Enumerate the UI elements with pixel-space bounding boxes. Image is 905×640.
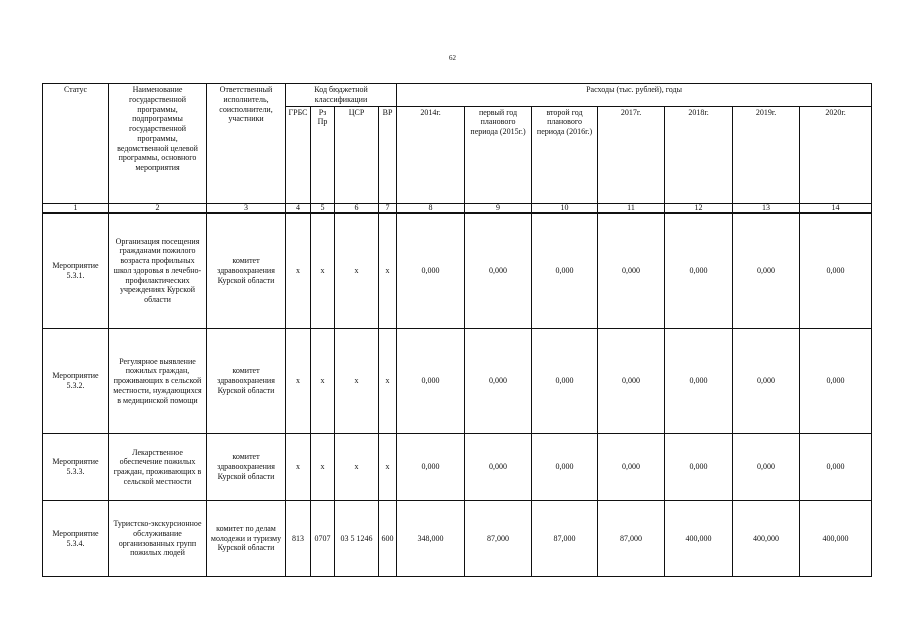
header-expenses-group: Расходы (тыс. рублей), годы (397, 84, 872, 107)
column-number: 13 (733, 203, 800, 213)
column-number: 4 (286, 203, 311, 213)
header-responsible: Ответственный исполнитель, соисполнители, участники (207, 84, 286, 204)
row-value-2018: 0,000 (665, 434, 733, 501)
header-year-2017: 2017г. (598, 106, 665, 203)
row-value-2014: 348,000 (397, 501, 465, 577)
row-rzpr: х (311, 213, 335, 329)
row-name: Лекарственное обеспечение пожилых граждан, проживающих в сельской местности (109, 434, 207, 501)
row-name: Туристско-экскурсионное обслуживание организованных групп пожилых людей (109, 501, 207, 577)
row-grbs: х (286, 329, 311, 434)
row-value-2014: 0,000 (397, 329, 465, 434)
row-value-2018: 0,000 (665, 329, 733, 434)
row-csr: х (335, 213, 379, 329)
column-number: 6 (335, 203, 379, 213)
row-status: Мероприятие 5.3.1. (43, 213, 109, 329)
header-vr: ВР (379, 106, 397, 203)
table-row (43, 329, 872, 434)
column-number: 8 (397, 203, 465, 213)
row-rzpr: х (311, 434, 335, 501)
row-responsible: комитет здравоохранения Курской области (207, 329, 286, 434)
row-status: Мероприятие 5.3.3. (43, 434, 109, 501)
row-value-2017: 0,000 (598, 213, 665, 329)
table-row (43, 501, 872, 577)
column-number: 2 (109, 203, 207, 213)
column-number-row (43, 203, 872, 213)
header-name: Наименование государственной программы, подпрограммы государственной программы, ведомственной целевой программы, основного мероприятия (109, 84, 207, 204)
row-value-2016: 0,000 (532, 434, 598, 501)
row-responsible: комитет по делам молодежи и туризму Курской области (207, 501, 286, 577)
row-value-2015: 0,000 (465, 213, 532, 329)
row-value-2018: 400,000 (665, 501, 733, 577)
page-number: 62 (449, 54, 456, 62)
header-year-2019: 2019г. (733, 106, 800, 203)
column-number: 14 (800, 203, 872, 213)
row-rzpr: х (311, 329, 335, 434)
row-value-2016: 87,000 (532, 501, 598, 577)
row-name: Регулярное выявление пожилых граждан, проживающих в сельской местности, нуждающихся в медицинской помощи (109, 329, 207, 434)
row-value-2020: 0,000 (800, 434, 872, 501)
row-status: Мероприятие 5.3.4. (43, 501, 109, 577)
header-code-group: Код бюджетной классификации (286, 84, 397, 107)
header-year-2016: второй год планового периода (2016г.) (532, 106, 598, 203)
header-rzpr: Рз Пр (311, 106, 335, 203)
row-value-2019: 0,000 (733, 329, 800, 434)
table-row (43, 434, 872, 501)
row-vr: 600 (379, 501, 397, 577)
row-value-2015: 87,000 (465, 501, 532, 577)
row-grbs: 813 (286, 501, 311, 577)
row-value-2016: 0,000 (532, 329, 598, 434)
header-year-2014: 2014г. (397, 106, 465, 203)
row-value-2014: 0,000 (397, 213, 465, 329)
row-value-2017: 0,000 (598, 434, 665, 501)
header-year-2015: первый год планового периода (2015г.) (465, 106, 532, 203)
row-value-2016: 0,000 (532, 213, 598, 329)
row-name: Организация посещения гражданами пожилого возраста профильных школ здоровья в лечебно-профилактических учреждениях Курской области (109, 213, 207, 329)
header-status: Статус (43, 84, 109, 204)
row-value-2015: 0,000 (465, 329, 532, 434)
table-row (43, 213, 872, 329)
row-csr: х (335, 329, 379, 434)
column-number: 7 (379, 203, 397, 213)
row-grbs: х (286, 434, 311, 501)
header-year-2018: 2018г. (665, 106, 733, 203)
row-value-2018: 0,000 (665, 213, 733, 329)
budget-table (42, 83, 872, 577)
row-value-2020: 0,000 (800, 213, 872, 329)
row-value-2015: 0,000 (465, 434, 532, 501)
column-number: 3 (207, 203, 286, 213)
row-value-2014: 0,000 (397, 434, 465, 501)
column-number: 9 (465, 203, 532, 213)
header-grbs: ГРБС (286, 106, 311, 203)
column-number: 5 (311, 203, 335, 213)
header-csr: ЦСР (335, 106, 379, 203)
row-grbs: х (286, 213, 311, 329)
row-vr: х (379, 434, 397, 501)
row-value-2020: 400,000 (800, 501, 872, 577)
column-number: 11 (598, 203, 665, 213)
row-value-2019: 400,000 (733, 501, 800, 577)
header-year-2020: 2020г. (800, 106, 872, 203)
row-responsible: комитет здравоохранения Курской области (207, 213, 286, 329)
row-csr: х (335, 434, 379, 501)
row-value-2020: 0,000 (800, 329, 872, 434)
row-vr: х (379, 329, 397, 434)
row-value-2017: 0,000 (598, 329, 665, 434)
row-value-2019: 0,000 (733, 434, 800, 501)
row-vr: х (379, 213, 397, 329)
column-number: 12 (665, 203, 733, 213)
row-value-2019: 0,000 (733, 213, 800, 329)
column-number: 10 (532, 203, 598, 213)
row-status: Мероприятие 5.3.2. (43, 329, 109, 434)
column-number: 1 (43, 203, 109, 213)
row-value-2017: 87,000 (598, 501, 665, 577)
row-responsible: комитет здравоохранения Курской области (207, 434, 286, 501)
row-csr: 03 5 1246 (335, 501, 379, 577)
row-rzpr: 0707 (311, 501, 335, 577)
